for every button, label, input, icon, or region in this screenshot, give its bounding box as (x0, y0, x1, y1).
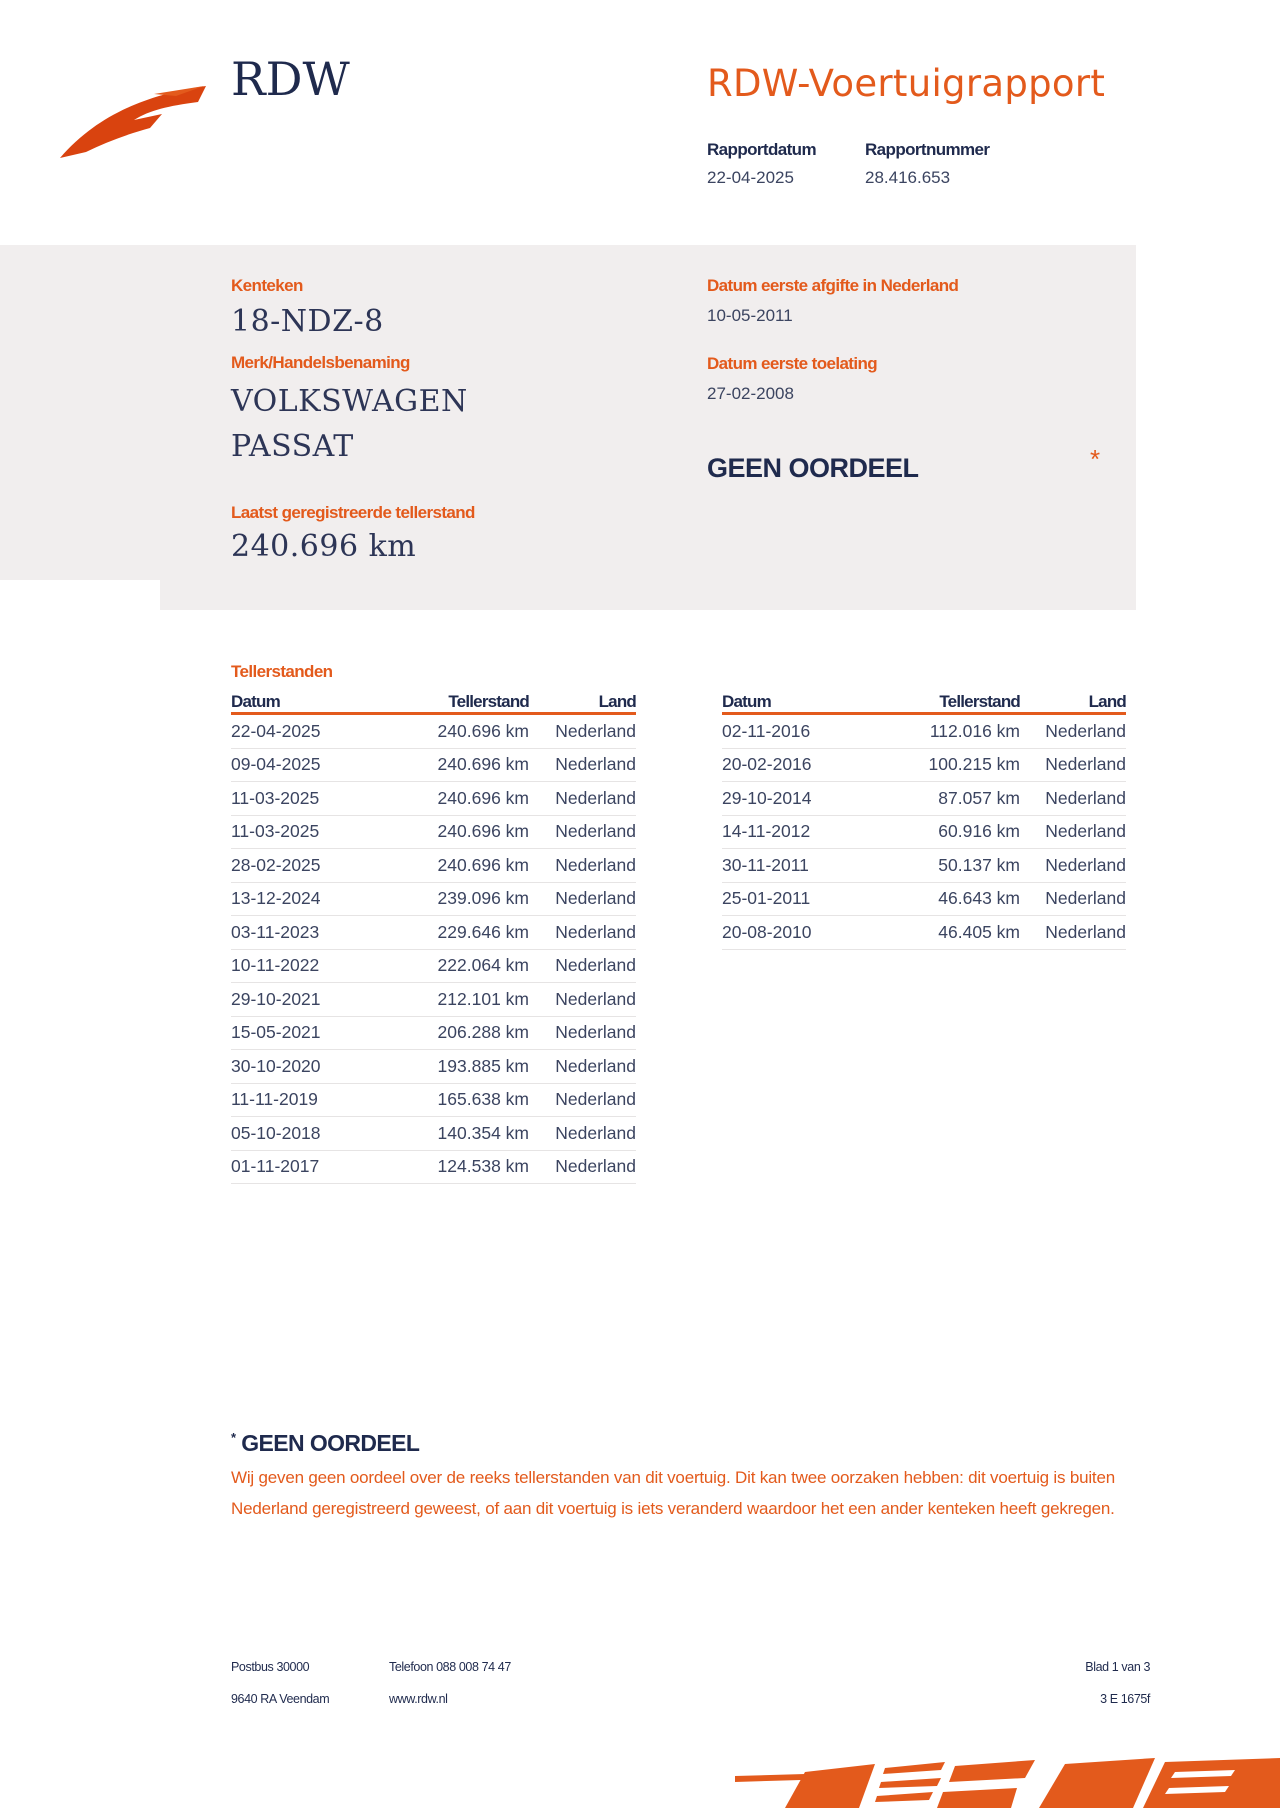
verdict: GEEN OORDEEL (707, 453, 919, 483)
cell-odometer: 46.405 km (872, 916, 1020, 950)
cell-odometer: 50.137 km (872, 849, 1020, 883)
cell-country: Nederland (1020, 714, 1126, 749)
cell-odometer: 212.101 km (381, 983, 529, 1017)
cell-country: Nederland (1020, 916, 1126, 950)
cell-date: 11-11-2019 (231, 1083, 381, 1117)
cell-date: 11-03-2025 (231, 815, 381, 849)
table-row (722, 714, 1126, 749)
cell-date: 20-08-2010 (722, 916, 872, 950)
cell-odometer: 193.885 km (381, 1050, 529, 1084)
table-row (231, 782, 636, 816)
cell-odometer: 124.538 km (381, 1150, 529, 1184)
cell-date: 14-11-2012 (722, 815, 872, 849)
verdict-marker: * (1090, 444, 1101, 474)
footer-stripes-icon (735, 1758, 1280, 1810)
table-row (231, 714, 636, 749)
table-row (722, 916, 1126, 950)
odometer-table-right (722, 688, 1126, 950)
odo-label: Laatst geregistreerde tellerstand (231, 503, 475, 522)
cell-odometer: 240.696 km (381, 748, 529, 782)
plate-label: Kenteken (231, 276, 303, 295)
footer-phone: Telefoon 088 008 74 47 (389, 1660, 511, 1674)
report-title: RDW-Voertuigrapport (707, 62, 1106, 105)
cell-country: Nederland (529, 1050, 636, 1084)
cell-date: 10-11-2022 (231, 949, 381, 983)
report-number-label: Rapportnummer (865, 140, 990, 159)
odometer-section-title: Tellerstanden (231, 662, 333, 681)
col-date: Datum (722, 688, 872, 714)
table-row (231, 882, 636, 916)
cell-country: Nederland (529, 714, 636, 749)
report-number: 28.416.653 (865, 168, 951, 187)
cell-odometer: 100.215 km (872, 748, 1020, 782)
footer-page: Blad 1 van 3 (1085, 1660, 1150, 1674)
cell-odometer: 240.696 km (381, 714, 529, 749)
cell-date: 20-02-2016 (722, 748, 872, 782)
cell-date: 25-01-2011 (722, 882, 872, 916)
cell-country: Nederland (1020, 815, 1126, 849)
cell-odometer: 60.916 km (872, 815, 1020, 849)
cell-country: Nederland (529, 983, 636, 1017)
cell-country: Nederland (529, 916, 636, 950)
col-odometer: Tellerstand (872, 688, 1020, 714)
footer-po-box: Postbus 30000 (231, 1660, 310, 1674)
cell-date: 02-11-2016 (722, 714, 872, 749)
plate-value: 18-NDZ-8 (231, 304, 384, 339)
odometer-table-left (231, 688, 636, 1184)
cell-date: 15-05-2021 (231, 1016, 381, 1050)
table-row (231, 815, 636, 849)
cell-country: Nederland (529, 782, 636, 816)
table-row (722, 782, 1126, 816)
cell-odometer: 240.696 km (381, 815, 529, 849)
cell-date: 03-11-2023 (231, 916, 381, 950)
report-date: 22-04-2025 (707, 168, 794, 187)
cell-odometer: 206.288 km (381, 1016, 529, 1050)
cell-odometer: 112.016 km (872, 714, 1020, 749)
table-row (231, 748, 636, 782)
model-value: PASSAT (231, 429, 354, 464)
cell-country: Nederland (529, 1117, 636, 1151)
col-date: Datum (231, 688, 381, 714)
cell-country: Nederland (529, 1150, 636, 1184)
col-country: Land (529, 688, 636, 714)
cell-country: Nederland (1020, 882, 1126, 916)
footer-website[interactable]: www.rdw.nl (389, 1692, 448, 1706)
cell-odometer: 240.696 km (381, 849, 529, 883)
cell-date: 11-03-2025 (231, 782, 381, 816)
first-admission-label: Datum eerste toelating (707, 354, 878, 373)
table-row (722, 815, 1126, 849)
summary-band (0, 245, 1136, 610)
make-label: Merk/Handelsbenaming (231, 353, 410, 372)
cell-odometer: 165.638 km (381, 1083, 529, 1117)
odo-value: 240.696 km (231, 529, 417, 564)
note-marker: * (231, 1430, 236, 1445)
cell-date: 29-10-2021 (231, 983, 381, 1017)
first-admission-value: 27-02-2008 (707, 384, 794, 403)
cell-country: Nederland (529, 748, 636, 782)
cell-odometer: 222.064 km (381, 949, 529, 983)
cell-date: 22-04-2025 (231, 714, 381, 749)
cell-country: Nederland (1020, 782, 1126, 816)
cell-odometer: 46.643 km (872, 882, 1020, 916)
cell-date: 29-10-2014 (722, 782, 872, 816)
table-row (231, 1083, 636, 1117)
cell-date: 28-02-2025 (231, 849, 381, 883)
cell-odometer: 87.057 km (872, 782, 1020, 816)
cell-date: 09-04-2025 (231, 748, 381, 782)
cell-country: Nederland (1020, 849, 1126, 883)
first-nl-label: Datum eerste afgifte in Nederland (707, 276, 959, 295)
table-row (231, 1016, 636, 1050)
table-row (231, 916, 636, 950)
table-row (231, 949, 636, 983)
cell-odometer: 239.096 km (381, 882, 529, 916)
table-row (231, 1050, 636, 1084)
col-odometer: Tellerstand (381, 688, 529, 714)
cell-odometer: 240.696 km (381, 782, 529, 816)
table-row (231, 849, 636, 883)
table-row (231, 983, 636, 1017)
cell-date: 30-11-2011 (722, 849, 872, 883)
table-row (231, 1150, 636, 1184)
report-date-label: Rapportdatum (707, 140, 816, 159)
cell-odometer: 229.646 km (381, 916, 529, 950)
rdw-logo-icon (58, 80, 210, 160)
band-notch (0, 580, 160, 610)
cell-country: Nederland (529, 815, 636, 849)
note-text: Wij geven geen oordeel over de reeks tellerstanden van dit voertuig. Dit kan twee oorzaken hebben: dit voertuig is buiten Nederland geregistreerd geweest, of aan dit voertuig is iets veranderd waardoor het een ander kenteken heeft gekregen. (231, 1468, 1115, 1518)
cell-country: Nederland (529, 949, 636, 983)
cell-odometer: 140.354 km (381, 1117, 529, 1151)
table-row (231, 1117, 636, 1151)
footer-postal-city: 9640 RA Veendam (231, 1692, 330, 1706)
cell-country: Nederland (529, 882, 636, 916)
cell-date: 30-10-2020 (231, 1050, 381, 1084)
footer-doc-code: 3 E 1675f (1100, 1692, 1150, 1706)
cell-date: 01-11-2017 (231, 1150, 381, 1184)
make-value: VOLKSWAGEN (231, 384, 468, 419)
note-heading (231, 1430, 419, 1457)
table-row (722, 849, 1126, 883)
cell-country: Nederland (529, 849, 636, 883)
col-country: Land (1020, 688, 1126, 714)
first-nl-value: 10-05-2011 (707, 306, 793, 325)
table-row (722, 882, 1126, 916)
table-row (722, 748, 1126, 782)
cell-date: 05-10-2018 (231, 1117, 381, 1151)
cell-country: Nederland (529, 1016, 636, 1050)
cell-country: Nederland (1020, 748, 1126, 782)
note-title: GEEN OORDEEL (241, 1430, 420, 1456)
cell-country: Nederland (529, 1083, 636, 1117)
cell-date: 13-12-2024 (231, 882, 381, 916)
logo-text: RDW (231, 52, 350, 106)
